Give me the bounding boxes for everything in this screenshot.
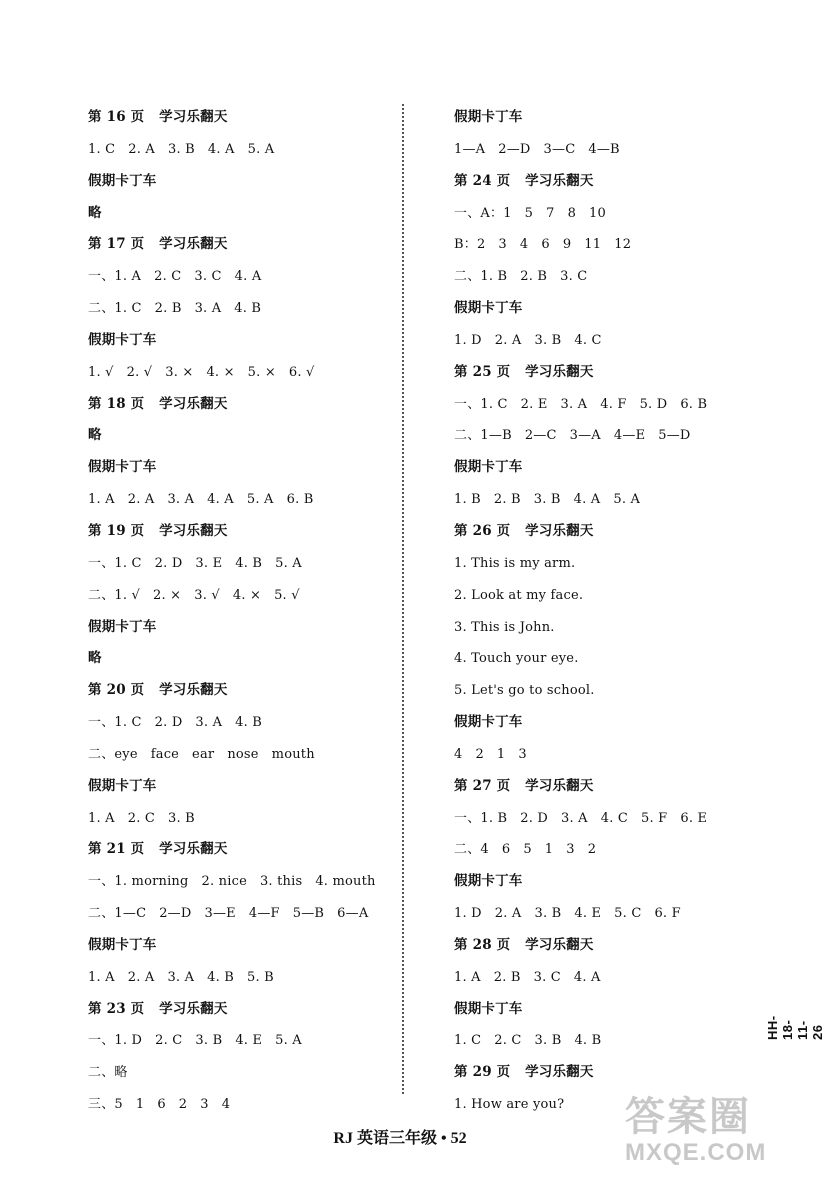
section-heading: 第 19 页 学习乐翻天 — [88, 522, 228, 539]
section-heading: 第 21 页 学习乐翻天 — [88, 841, 228, 858]
section-heading: 假期卡丁车 — [88, 172, 157, 189]
answer-line: 一、1. A 2. C 3. C 4. A — [88, 269, 262, 285]
answer-line: 一、A：1 5 7 8 10 — [454, 205, 607, 221]
section-heading: 第 26 页 学习乐翻天 — [454, 522, 594, 539]
section-heading: 第 27 页 学习乐翻天 — [454, 777, 594, 794]
section-heading: 假期卡丁车 — [88, 331, 157, 348]
section-heading: 假期卡丁车 — [88, 777, 157, 794]
section-heading: 假期卡丁车 — [454, 714, 523, 731]
section-heading: 假期卡丁车 — [454, 300, 523, 317]
answer-line: 二、1. √ 2. × 3. √ 4. × 5. √ — [88, 587, 300, 603]
section-heading: 第 18 页 学习乐翻天 — [88, 395, 228, 412]
answer-line: 一、1. C 2. E 3. A 4. F 5. D 6. B — [454, 396, 708, 412]
answer-line: 1. √ 2. √ 3. × 4. × 5. × 6. √ — [88, 364, 315, 380]
answer-line: 1. D 2. A 3. B 4. E 5. C 6. F — [454, 906, 681, 922]
answer-line: 4 2 1 3 — [454, 746, 527, 762]
answer-line: 4. Touch your eye. — [454, 651, 579, 667]
section-heading: 假期卡丁车 — [88, 459, 157, 476]
answer-line: 1. A 2. A 3. A 4. B 5. B — [88, 969, 274, 985]
answer-line: 一、1. C 2. D 3. E 4. B 5. A — [88, 555, 302, 571]
section-heading: 第 28 页 学习乐翻天 — [454, 936, 594, 953]
section-heading: 假期卡丁车 — [454, 873, 523, 890]
answer-line: 一、1. C 2. D 3. A 4. B — [88, 715, 263, 731]
answer-line: 1. This is my arm. — [454, 555, 576, 571]
section-heading: 第 17 页 学习乐翻天 — [88, 236, 228, 253]
answer-line: 1. B 2. B 3. B 4. A 5. A — [454, 492, 641, 508]
answer-line: 二、eye face ear nose mouth — [88, 746, 315, 762]
answer-line: 一、1. D 2. C 3. B 4. E 5. A — [88, 1033, 302, 1049]
watermark-logo — [625, 1095, 775, 1175]
answer-line: 一、1. morning 2. nice 3. this 4. mouth — [88, 874, 376, 890]
section-heading: 第 29 页 学习乐翻天 — [454, 1064, 594, 1081]
answer-line: 2. Look at my face. — [454, 587, 584, 603]
page-footer: RJ 英语三年级 • 52 — [333, 1130, 467, 1147]
watermark-url-text: MXQE.COM — [625, 1139, 767, 1166]
column-divider — [402, 104, 404, 1094]
answer-line: 1. How are you? — [454, 1097, 565, 1113]
section-heading: 略 — [88, 427, 102, 444]
left-answer-column — [88, 102, 388, 1121]
section-heading: 假期卡丁车 — [454, 1000, 523, 1017]
watermark-main-text: 答案圈 — [625, 1095, 751, 1139]
answer-line: 1. D 2. A 3. B 4. C — [454, 332, 602, 348]
section-heading: 假期卡丁车 — [454, 459, 523, 476]
answer-line: 1—A 2—D 3—C 4—B — [454, 141, 620, 157]
answer-line: 1. C 2. C 3. B 4. B — [454, 1033, 602, 1049]
answer-line: 1. A 2. C 3. B — [88, 810, 195, 826]
section-heading: 第 20 页 学习乐翻天 — [88, 682, 228, 699]
section-heading: 假期卡丁车 — [88, 618, 157, 635]
answer-line: 二、略 — [88, 1065, 128, 1081]
answer-line: 三、5 1 6 2 3 4 — [88, 1097, 231, 1113]
answer-line: 二、1—C 2—D 3—E 4—F 5—B 6—A — [88, 906, 369, 922]
answer-line: B：2 3 4 6 9 11 12 — [454, 237, 632, 253]
answer-line: 3. This is John. — [454, 619, 555, 635]
section-heading: 略 — [88, 650, 102, 667]
section-heading: 假期卡丁车 — [454, 109, 523, 125]
answer-line: 二、1. C 2. B 3. A 4. B — [88, 301, 262, 317]
answer-line: 二、1. B 2. B 3. C — [454, 269, 588, 285]
answer-line: 二、1—B 2—C 3—A 4—E 5—D — [454, 428, 691, 444]
section-heading: 略 — [88, 204, 102, 221]
answer-line: 5. Let's go to school. — [454, 683, 595, 699]
section-heading: 第 16 页 学习乐翻天 — [88, 109, 228, 125]
answer-line: 二、4 6 5 1 3 2 — [454, 842, 597, 858]
section-heading: 第 25 页 学习乐翻天 — [454, 363, 594, 380]
answer-line: 1. C 2. A 3. B 4. A 5. A — [88, 141, 275, 157]
section-heading: 第 24 页 学习乐翻天 — [454, 172, 594, 189]
section-heading: 第 23 页 学习乐翻天 — [88, 1000, 228, 1017]
section-heading: 假期卡丁车 — [88, 936, 157, 953]
side-print-code: HH-18-11-26 — [765, 1015, 825, 1040]
answer-line: 1. A 2. A 3. A 4. A 5. A 6. B — [88, 492, 314, 508]
right-answer-column — [454, 102, 754, 1121]
answer-line: 1. A 2. B 3. C 4. A — [454, 969, 601, 985]
answer-line: 一、1. B 2. D 3. A 4. C 5. F 6. E — [454, 810, 708, 826]
